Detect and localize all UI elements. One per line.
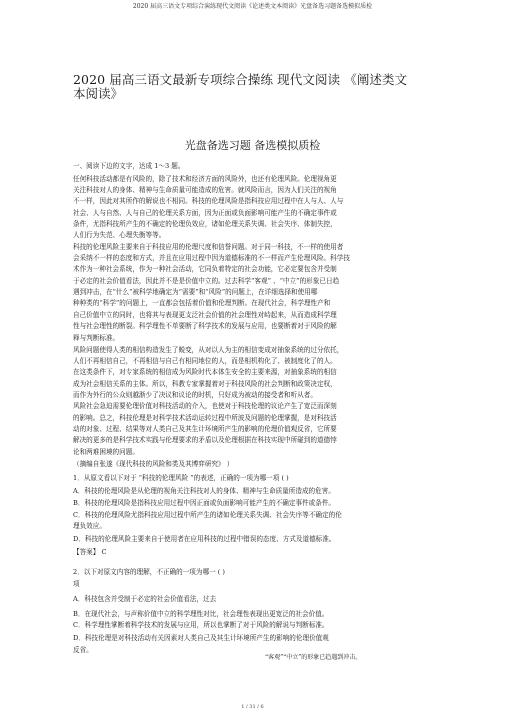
text-line: 项 — [73, 580, 80, 588]
text-line: B．在现代社会，与声称价值中立的科学理性对比，社会理性表现出更宽泛的社会价值。 — [73, 610, 329, 618]
page-number: 1 / 31 / 6 — [241, 704, 264, 710]
text-line: 于必定的社会价值看法，因此并不是是价值中立的。过去科学“客观” 、“中立”的形象已日趋 — [73, 277, 340, 285]
text-line: 在这类条件下，对专家系统的相信成为风险时代本体生安全的主要来源，对抽象系统的相信 — [73, 368, 337, 376]
text-line: 条件，尤指科技所产生的不确定的伦理负效应，诸如伦理关系失调、社会失序、体制失控， — [73, 220, 337, 228]
text-line: 性与社会理性的断裂。科学理性不单要断了科学技术的发展与应用，也要断着对于风险的解 — [73, 322, 337, 330]
text-line: 【答案】 C — [73, 548, 107, 556]
text-line: B．科技的伦理风险是指科技应用过程中因正面或负面影响可能产生的不确定事件或条件。 — [73, 499, 335, 507]
document-title-line-1: 2020 届高三语文最新专项综合操练 现代文阅读 《阐述类文 — [73, 72, 408, 87]
text-line: 理负效应。 — [73, 522, 106, 530]
document-subtitle: 光盘备选习题 备选模拟质检 — [184, 139, 321, 152]
text-line: 人们不再相信自己，不再相信与自己有相同地位的人，而是相机构化了、被制度化了的人。 — [73, 357, 337, 365]
text-line: 1．从原文看以下对于 “科技的伦理风险 ”的表述，正确的一项为哪一项 ( ) — [73, 474, 289, 482]
question-2-side-note: “客观”“中立”的形象已趋遇到冲击。 — [265, 654, 362, 661]
text-line: 任何科技活动都是有风险的，除了技术和经济方面的风险外，也还有伦理风险。伦理视角更 — [73, 175, 337, 183]
document-title-line-2: 本阅读》 — [73, 86, 124, 101]
text-line: A．科技包含并受制于必定的社会价值看法，过去 — [73, 595, 217, 603]
text-line: 反省。 — [73, 646, 93, 654]
text-line: 的影响。总之，科技伦理是对科学技术活动运转过程中所波及问题的伦理掌握，是对科技活 — [73, 414, 337, 422]
text-line: 风险社会急迫需要伦理价值对科技活动的介入，也使对于科技伦理的议论产生了宽泛而深刻 — [73, 402, 337, 410]
text-line: 社会、人与自然、人与自己的伦理关系方面，因为正面或负面影响可能产生的不确定事件或 — [73, 209, 337, 217]
text-line: C．科学理性掌断着科学技术的发展与应用，所以也掌断了对于风险的解说与判断标准。 — [73, 621, 329, 629]
text-line: 成为社会相信关系的主体。所以，科教专家掌握着对于科技风险的社会判断和政策决定权， — [73, 380, 337, 388]
text-line: 释与判断标准。 — [73, 334, 120, 342]
text-line: D．科技的伦理风险主要来自于使用者在应用科技的过程中错误的态度、方式及道德标准。 — [73, 535, 336, 543]
text-line: 一、阅读下边的文字，达成 1～3 题。 — [73, 162, 185, 170]
text-line: 自己价值中立的同时，也将其与表现更支泛社会价值的社会理性对峙起来，从而造成科学理 — [73, 311, 337, 319]
text-line: C．科技的伦理风险尤指科技应用过程中所产生的诸如伦理关系失调、社会失序等不确定的伦 — [73, 511, 342, 519]
page-header: 2020 届高三语文专项综合演练现代文阅读《论述类文本阅读》光盘备选习题备选模拟质检 — [132, 3, 373, 10]
text-line: 关注科技对人的身体、精神与生命质量可能造成的危害。就风险而言，因为人们关注的视角 — [73, 186, 337, 194]
text-line: 科技的伦理风险主要来自于科技应用的伦理尺度和信誉问题。对于同一科技，不一样的使用者 — [73, 243, 344, 251]
text-line: 遇到冲击，在“什么”被科学地确定为“需要”和“风险”的问题上，在详细选择和使用哪 — [73, 288, 318, 296]
text-line: 而作为外行的公众则越渐少了决议和议论的时机，只好成为被动的接受者和听从者。 — [73, 391, 317, 399]
text-line: （摘编自张遂《现代科技的风险和类及其博弈研究》 ） — [73, 460, 234, 468]
text-line: 术作为一种社会系统，作为一种社会活动，它同负着特定的社会功能，它必定要包含并受制 — [73, 265, 337, 273]
text-line: 会采纳不一样的态度和方式，并且在应用过程中因为道德标准的不一样而产生伦理风险。科学技 — [73, 254, 350, 262]
text-line: 不一样，因此对其所作的解说也不相同。科技的伦理风险是指科技应用过程中在人与人、人与 — [73, 197, 344, 205]
text-line: 2．以下对原文内容的理解，不正确的一项为哪一 ( ) — [73, 568, 225, 576]
text-line: A．科技的伦理风险是从伦理的视角关注科技对人的身体、精神与生命质量所造成的危害。 — [73, 487, 335, 495]
text-line: 人们行为失范、心理失衡等等。 — [73, 231, 166, 239]
text-line: 论和两难困境的问题。 — [73, 448, 139, 456]
text-line: 动的对象、过程、结果等对人类自己及其生计环境所产生的影响的伦理价值观反省，它所要 — [73, 425, 337, 433]
text-line: D．科技伦理是对科技活动有关因素对人类自己及其生计环境所产生的影响的伦理价值观 — [73, 634, 329, 642]
text-line: 种种类的“科学”的问题上，一直都会包括着价值和伦理判断。在现代社会，科学理性产和 — [73, 299, 331, 307]
text-line: 解决的更多的是科学技术实践与伦理要求的矛盾以及伦理根据在科技实现中所碰到的道德悖 — [73, 436, 337, 444]
text-line: 风险问题使得人类的相信构造发生了蜕变，从对以人为主的相信变成对抽象系统的过分依托， — [73, 346, 344, 354]
